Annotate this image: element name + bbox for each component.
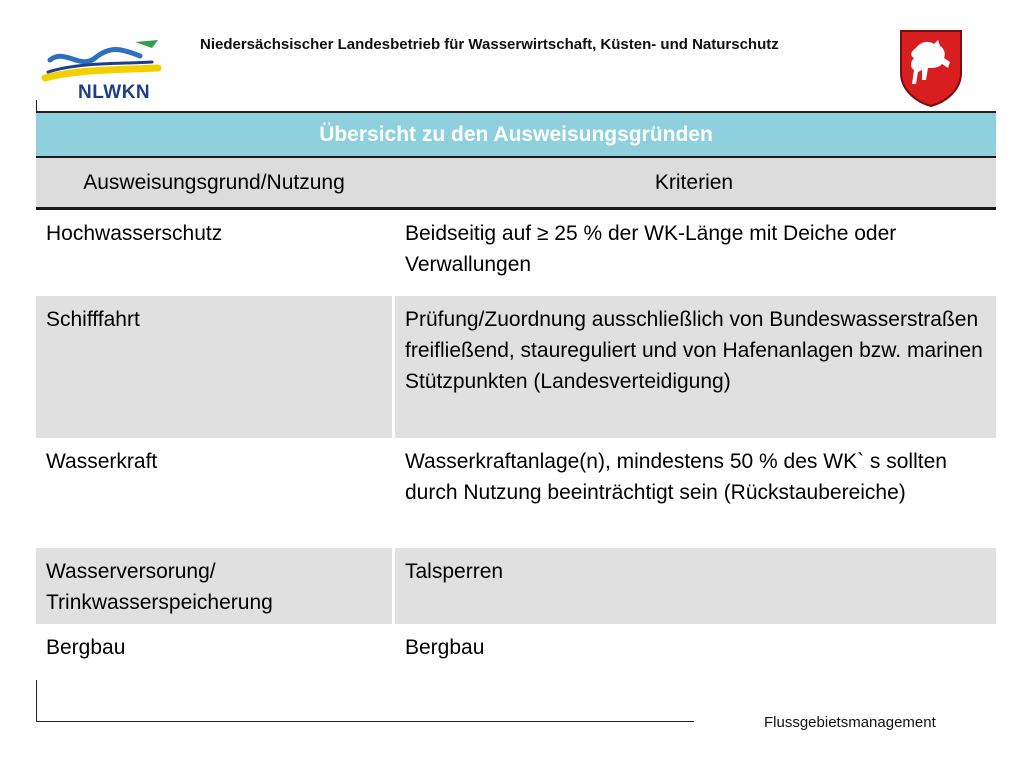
cell-kriterien: Talsperren (395, 548, 996, 624)
table-row (36, 210, 996, 296)
table-header-row (36, 158, 996, 210)
table-row (36, 624, 996, 680)
table-title: Übersicht zu den Ausweisungsgründen (36, 113, 996, 158)
table-row (36, 548, 996, 624)
overview-table (36, 113, 996, 680)
table-row (36, 438, 996, 548)
column-header-kriterien: Kriterien (654, 170, 734, 194)
lower-saxony-horse-crest-icon (898, 28, 964, 108)
column-header-grund: Ausweisungsgrund/Nutzung (83, 170, 345, 194)
table-row (36, 296, 996, 438)
cell-kriterien: Bergbau (395, 624, 996, 680)
cell-kriterien: Prüfung/Zuordnung ausschließlich von Bundeswasserstraßen freifließend, staureguliert und von Hafenanlagen bzw. marinen Stützpunkten (Landesverteidigung) (395, 296, 996, 438)
cell-grund: Bergbau (36, 624, 395, 680)
organization-name: Niedersächsischer Landesbetrieb für Wasserwirtschaft, Küsten- und Naturschutz (200, 36, 779, 53)
cell-grund: Wasserversorung/ Trinkwasserspeicherung (36, 548, 395, 624)
cell-kriterien: Wasserkraftanlage(n), mindestens 50 % des WK` s sollten durch Nutzung beeinträchtigt sein (Rückstaubereiche) (395, 438, 996, 548)
footer-label: Flussgebietsmanagement (764, 714, 936, 731)
cell-grund: Wasserkraft (36, 438, 395, 548)
logo-text: NLWKN (78, 82, 151, 103)
cell-grund: Hochwasserschutz (36, 210, 395, 296)
cell-grund: Schifffahrt (36, 296, 395, 438)
cell-kriterien: Beidseitig auf ≥ 25 % der WK-Länge mit Deiche oder Verwallungen (395, 210, 996, 296)
bottom-frame-line (36, 721, 694, 722)
